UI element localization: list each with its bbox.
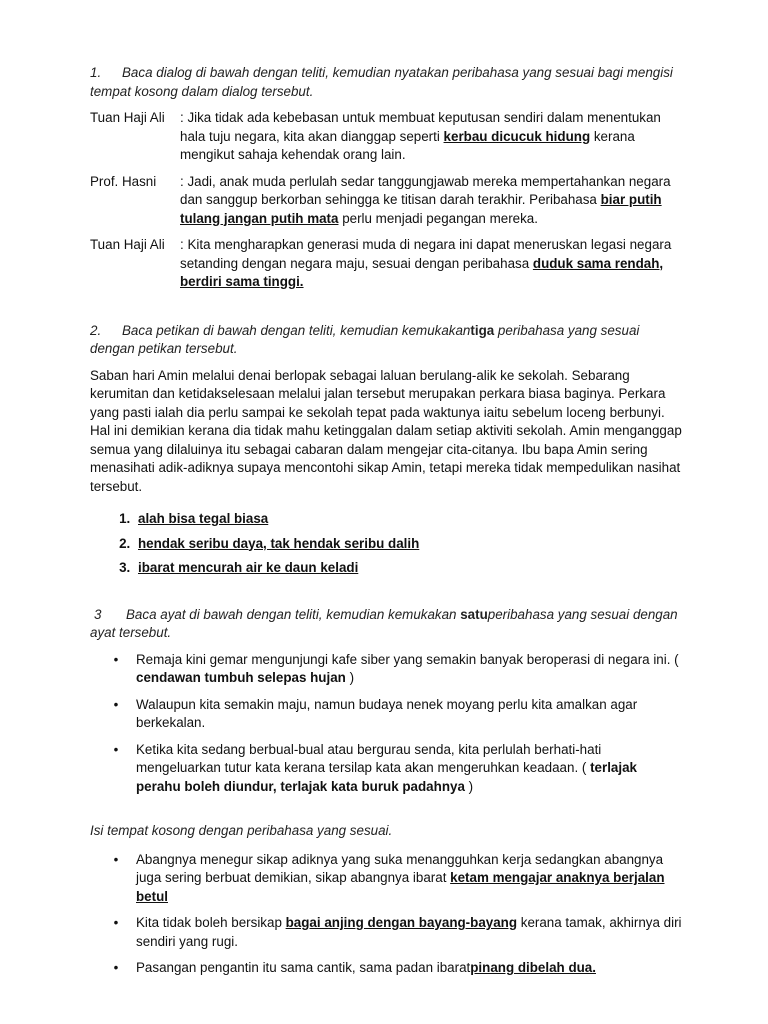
dialog-text-post: kerana mengikut sahaja kehendak orang lain. — [180, 128, 635, 162]
item-text-pre: Kita tidak boleh bersikap — [136, 915, 286, 930]
dialog-text-pre: : Jika tidak ada kebebasan untuk membuat keputusan sendiri dalam menentukan hala tuju negara, kita akan dianggap seperti — [180, 110, 661, 144]
bullet-icon: • — [113, 696, 119, 712]
dialog-text-pre: : Kita mengharapkan generasi muda di negara ini dapat meneruskan legasi negara setanding dengan negara maju, sesuai dengan peribahasa — [180, 237, 672, 271]
list-item — [110, 696, 682, 733]
list-item: 1. alah bisa tegal biasa — [134, 510, 682, 529]
list-item — [110, 651, 682, 688]
list-item — [110, 914, 682, 951]
item-text-pre: Remaja kini gemar mengunjungi kafe siber yang semakin banyak beroperasi di negara ini. ( — [136, 651, 679, 667]
dialog-line — [90, 173, 682, 229]
item-text-post: kerana tamak, akhirnya diri sendiri yang rugi. — [136, 915, 682, 949]
item-text-pre: Abangnya menegur sikap adiknya yang suka menangguhkan kerja sedangkan abangnya juga sering berbuat demikian, sikap abangnya ibarat — [136, 851, 664, 885]
dialog-answer: kerbau dicucuk hidung — [443, 128, 591, 144]
item-text-pre: Pasangan pengantin itu sama cantik, sama padan ibarat — [136, 960, 471, 975]
q3-number: 3 — [94, 606, 102, 622]
q3-instruction-bold: satu — [460, 606, 488, 622]
worksheet-page — [90, 64, 682, 986]
dialog-text-pre: : Jadi, anak muda perlulah sedar tanggungjawab mereka mempertahankan negara dan sanggup berkorban sehingga ke titisan darah terakhir. Peribahasa — [180, 173, 671, 207]
item-answer: bagai anjing dengan bayang-bayang — [285, 915, 518, 930]
list-item — [110, 959, 682, 978]
bullet-icon: • — [113, 960, 119, 975]
q2-passage: Saban hari Amin melalui denai berlopak sebagai laluan berulang-alik ke sekolah. Sebarang kerumitan dan ketidakselesaan melalui jalan tersebut merupakan perkara biasa baginya. Perkara yang pasti ialah dia perlu sampai ke sekolah tepat pada waktunya iaitu sebelum loceng berbunyi. Hal ini demikian kerana dia tidak mahu ketinggalan dalam setiap aktiviti sekolah. Amin menganggap semua yang dilaluinya itu sebagai cabaran dalam mengejar cita-citanya. Ibu bapa Amin sering menasihati adik-adiknya supaya mencontohi sikap Amin, tetapi mereka tidak mempedulikan nasihat tersebut. — [90, 367, 682, 494]
dialog-text — [180, 236, 682, 292]
list-item — [110, 851, 682, 907]
q4-instruction: Isi tempat kosong dengan peribahasa yang sesuai. — [90, 823, 393, 838]
q2-instruction-bold: tiga — [470, 322, 495, 338]
q4-list — [90, 851, 682, 978]
dialog-text — [180, 109, 682, 165]
list-item — [110, 741, 682, 797]
item-answer: terlajak perahu boleh diundur, terlajak kata buruk padahnya — [136, 760, 637, 794]
dialog-text-post: perlu menjadi pegangan mereka. — [338, 210, 538, 226]
item-text-post: ) — [464, 778, 474, 794]
dialog-line — [90, 109, 682, 165]
dialog-speaker: Prof. Hasni — [90, 173, 157, 189]
list-item: 2. hendak seribu daya, tak hendak seribu dalih — [134, 535, 682, 554]
q2-instruction — [90, 322, 682, 359]
list-item: 3. ibarat mencurah air ke daun keladi — [134, 559, 682, 578]
q2-instruction-post: peribahasa yang sesuai dengan petikan tersebut. — [90, 322, 640, 356]
q3-instruction-pre: Baca ayat di bawah dengan teliti, kemudian kemukakan — [126, 606, 461, 622]
q2-answer-list — [90, 510, 682, 578]
dialog-speaker: Tuan Haji Ali — [90, 237, 165, 252]
item-answer: ketam mengajar anaknya berjalan betul — [136, 870, 665, 904]
q1-number: 1. — [90, 65, 102, 80]
bullet-icon: • — [113, 651, 119, 667]
bullet-icon: • — [113, 741, 119, 757]
dialog-answer: duduk sama rendah, berdiri sama tinggi. — [180, 255, 664, 289]
dialog-speaker: Tuan Haji Ali — [90, 110, 165, 125]
q3-instruction-post: peribahasa yang sesuai dengan ayat tersebut. — [90, 606, 678, 640]
q2-instruction-pre: Baca petikan di bawah dengan teliti, kemudian kemukakan — [122, 322, 471, 338]
bullet-icon: • — [113, 915, 119, 930]
dialog-text — [180, 173, 682, 229]
bullet-icon: • — [113, 851, 119, 867]
item-text-post: ) — [345, 670, 355, 685]
item-answer: pinang dibelah dua. — [470, 960, 596, 975]
dialog-answer: biar putih tulang jangan putih mata — [180, 192, 662, 226]
q2-number: 2. — [90, 322, 102, 338]
dialog-line — [90, 236, 682, 292]
item-text-pre: Ketika kita sedang berbual-bual atau bergurau senda, kita perlulah berhati-hati mengeluarkan tutur kata kerana tersilap kata akan mengeruhkan keadaan. ( — [136, 741, 602, 775]
q3-instruction — [90, 606, 682, 643]
q1-instruction-text: Baca dialog di bawah dengan teliti, kemudian nyatakan peribahasa yang sesuai bagi mengisi tempat kosong dalam dialog tersebut. — [90, 65, 673, 99]
item-text-pre: Walaupun kita semakin maju, namun budaya nenek moyang perlu kita amalkan agar berkekalan. — [136, 696, 638, 730]
q1-instruction — [90, 64, 682, 101]
item-answer: cendawan tumbuh selepas hujan — [136, 670, 346, 685]
q3-list — [90, 651, 682, 797]
